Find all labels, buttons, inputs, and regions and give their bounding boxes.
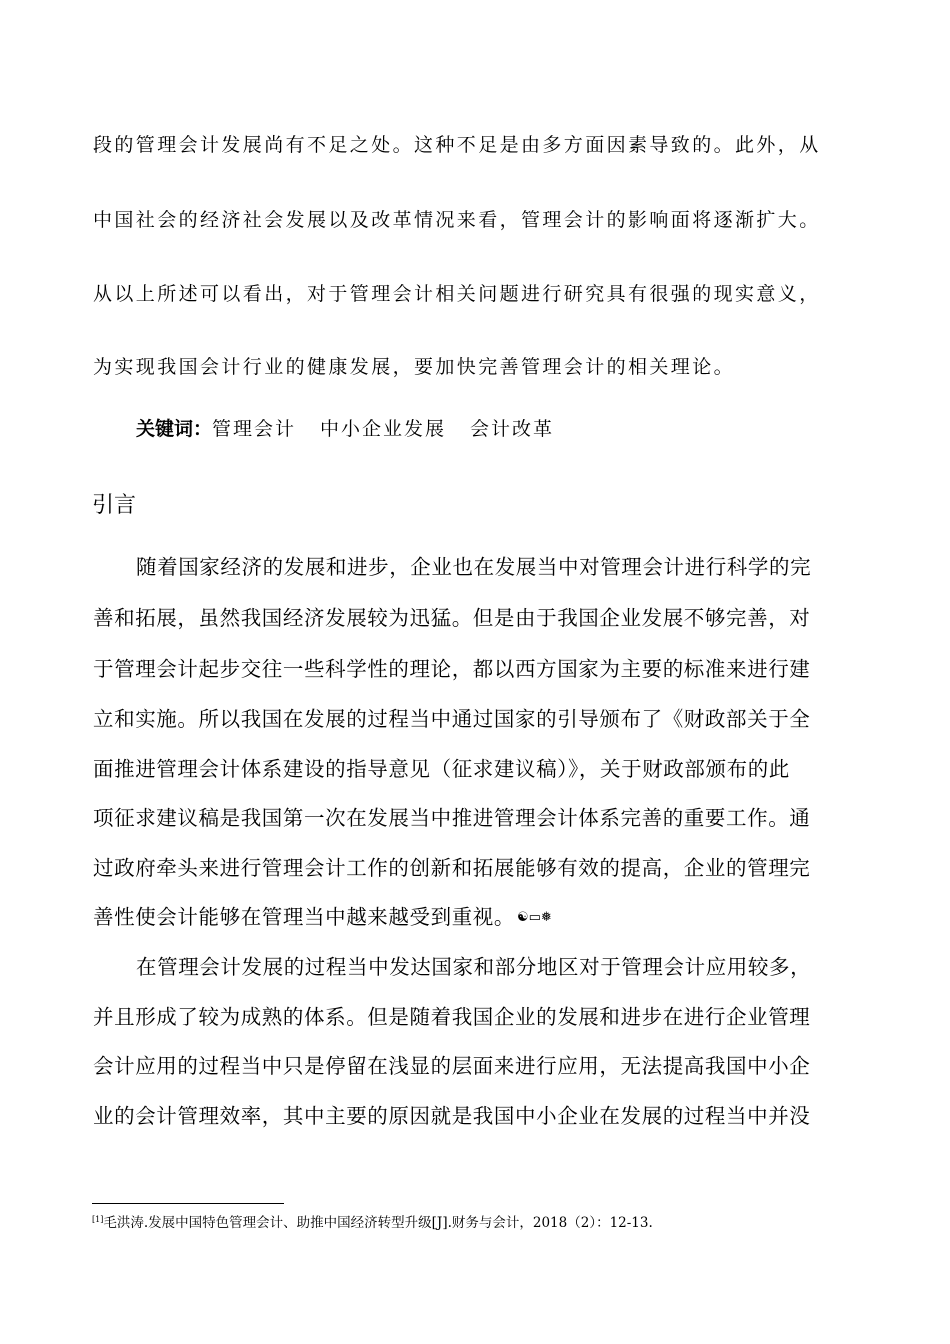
keyword-item: 管理会计 <box>212 418 297 440</box>
paragraph-line: 项征求建议稿是我国第一次在发展当中推进管理会计体系完善的重要工作。通 <box>93 806 811 830</box>
paragraph-line: 随着国家经济的发展和进步，企业也在发展当中对管理会计进行科学的完 <box>136 555 812 579</box>
paragraph-line: 善和拓展，虽然我国经济发展较为迅猛。但是由于我国企业发展不够完善，对 <box>93 606 811 630</box>
paragraph-line: 业的会计管理效率，其中主要的原因就是我国中小企业在发展的过程当中并没 <box>93 1104 811 1128</box>
footnote-text: 毛洪涛.发展中国特色管理会计、助推中国经济转型升级[J].财务与会计，2018（2）：12-13. <box>103 1215 653 1231</box>
footnote-divider <box>92 1203 284 1204</box>
footnote-marker[interactable]: ☯▭❅ <box>517 910 552 925</box>
paragraph-line: 于管理会计起步交往一些科学性的理论，都以西方国家为主要的标准来进行建 <box>93 657 811 681</box>
abstract-line: 段的管理会计发展尚有不足之处。这种不足是由多方面因素导致的。此外，从 <box>93 134 821 156</box>
keyword-item: 会计改革 <box>470 418 555 440</box>
paragraph-line: 立和实施。所以我国在发展的过程当中通过国家的引导颁布了《财政部关于全 <box>93 707 811 731</box>
paragraph-line-last <box>93 900 858 930</box>
abstract-line: 为实现我国会计行业的健康发展，要加快完善管理会计的相关理论。 <box>93 356 736 378</box>
paragraph-line: 在管理会计发展的过程当中发达国家和部分地区对于管理会计应用较多， <box>136 955 812 979</box>
keywords-label: 关键词： <box>136 418 213 440</box>
footnote-ref: [1] <box>92 1215 104 1224</box>
paragraph-text: 善性使会计能够在管理当中越来越受到重视。 <box>93 905 515 929</box>
abstract-line: 中国社会的经济社会发展以及改革情况来看，管理会计的影响面将逐渐扩大。 <box>93 209 821 231</box>
paragraph-line: 并且形成了较为成熟的体系。但是随着我国企业的发展和进步在进行企业管理 <box>93 1005 811 1029</box>
paragraph-line: 面推进管理会计体系建设的指导意见（征求建议稿）》，关于财政部颁布的此 <box>93 757 790 781</box>
section-heading: 引言 <box>92 493 137 518</box>
keyword-item: 中小企业发展 <box>320 418 447 440</box>
paragraph-line: 过政府牵头来进行管理会计工作的创新和拓展能够有效的提高，企业的管理完 <box>93 856 811 880</box>
paragraph-line: 会计应用的过程当中只是停留在浅显的层面来进行应用，无法提高我国中小企 <box>93 1054 811 1078</box>
footnote <box>92 1211 653 1231</box>
abstract-line: 从以上所述可以看出，对于管理会计相关问题进行研究具有很强的现实意义， <box>93 283 821 305</box>
keywords-line <box>136 414 578 441</box>
